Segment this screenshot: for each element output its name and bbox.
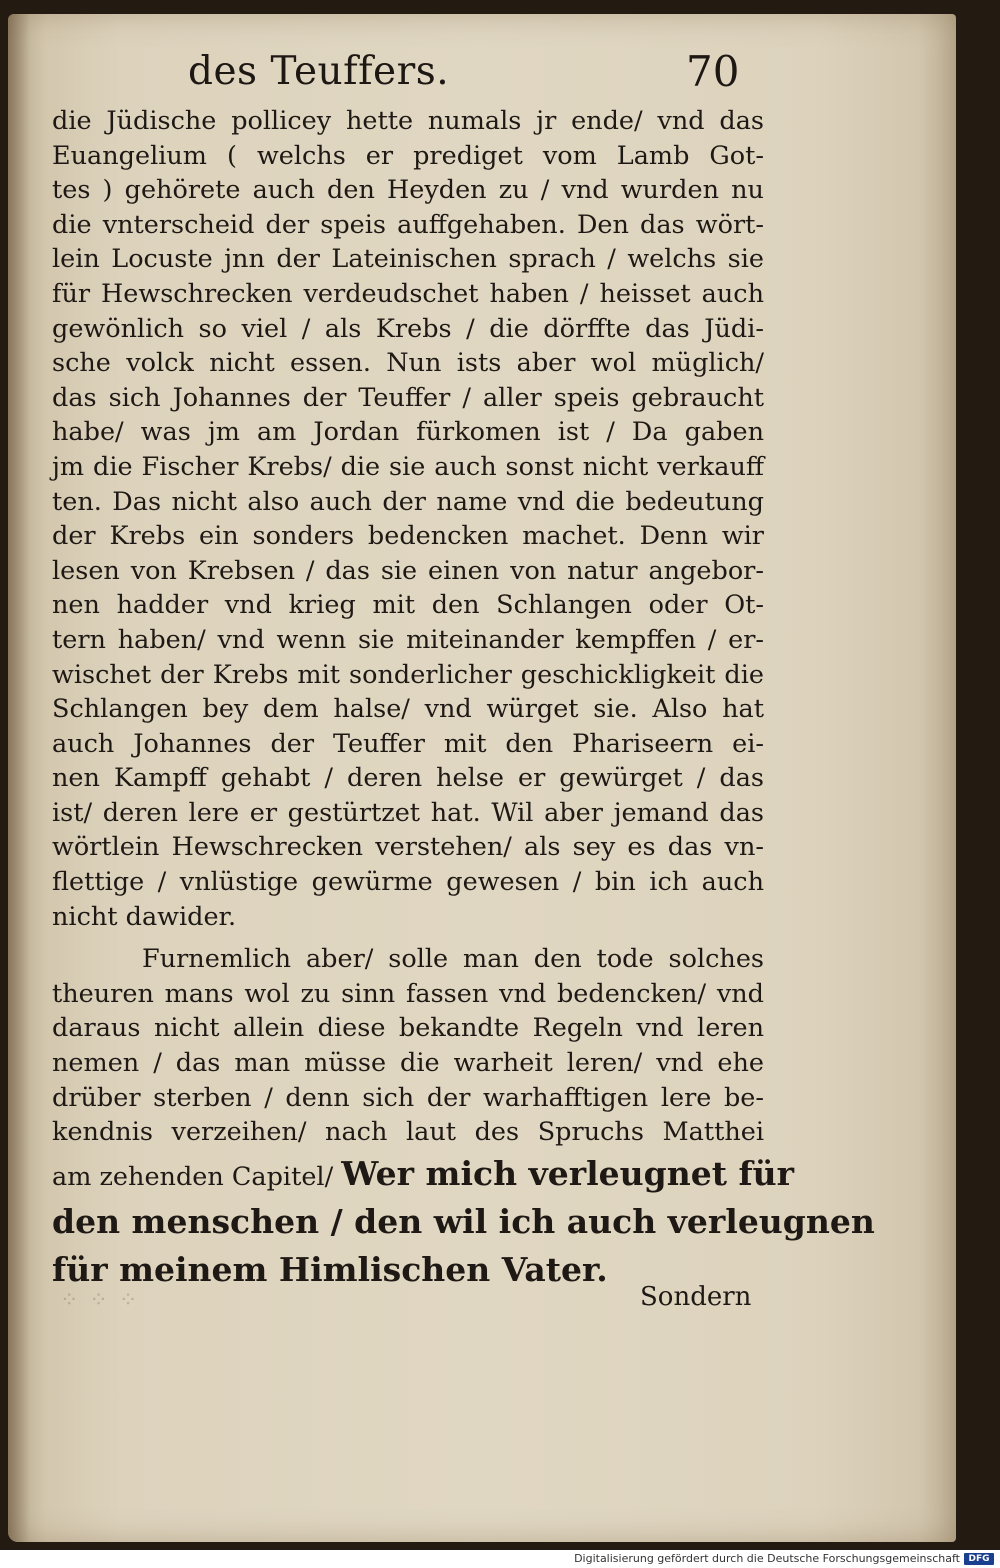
text-line: wörtlein Hewschrecken verstehen/ als sey es das vn- [52, 832, 764, 863]
catchword: Sondern [640, 1282, 752, 1312]
text-line: Euangelium ( welchs er prediget vom Lamb Got- [52, 140, 764, 171]
small-text: am zehenden Capitel/ [52, 1161, 334, 1192]
mixed-size-line [52, 1150, 795, 1198]
paragraph-first-line: Furnemlich aber/ solle man den tode solches [142, 944, 764, 975]
running-head: des Teuffers. [188, 49, 450, 94]
text-line: Schlangen bey dem halse/ vnd würget sie. Also hat [52, 694, 764, 725]
text-line: jm die Fischer Krebs/ die sie auch sonst nicht verkauff [52, 451, 764, 482]
text-line: der Krebs ein sonders bedencken machet. Denn wir [52, 521, 764, 552]
scripture-quote-line: den menschen / den wil ich auch verleugnen [52, 1201, 875, 1241]
text-line: ist/ deren lere er gestürtzet hat. Wil aber jemand das [52, 797, 764, 828]
page-number: 70 [686, 47, 740, 96]
text-line: lesen von Krebsen / das sie einen von natur angebor- [52, 555, 764, 586]
text-line: die Jüdische pollicey hette numals jr ende/ vnd das [52, 106, 764, 136]
text-line: das sich Johannes der Teuffer / aller speis gebraucht [52, 382, 764, 413]
text-line: für Hewschrecken verdeudschet haben / heisset auch [52, 278, 764, 309]
text-line: auch Johannes der Teuffer mit den Phariseern ei- [52, 728, 764, 759]
paragraph-gap [52, 934, 764, 942]
text-line: ten. Das nicht also auch der name vnd die bedeutung [52, 486, 764, 517]
text-line: kendnis verzeihen/ nach laut des Spruchs Matthei [52, 1117, 764, 1148]
scripture-quote-start: Wer mich verleugnet für [341, 1153, 795, 1193]
funding-credit: Digitalisierung gefördert durch die Deutsche Forschungsgemeinschaft [574, 1552, 960, 1565]
faint-library-stamp: ⁘ ⁘ ⁘ [60, 1288, 140, 1313]
text-line: die vnterscheid der speis auffgehaben. Den das wört- [52, 209, 764, 240]
text-line: wischet der Krebs mit sonderlicher geschickligkeit die [52, 659, 764, 690]
text-line: habe/ was jm am Jordan fürkomen ist / Da gaben [52, 417, 764, 448]
text-line: sche volck nicht essen. Nun ists aber wol müglich/ [52, 348, 764, 379]
text-line: nen Kampff gehabt / deren helse er gewürget / das [52, 763, 764, 794]
text-line: drüber sterben / denn sich der warhafftigen lere be- [52, 1082, 764, 1113]
text-line: theuren mans wol zu sinn fassen vnd bedencken/ vnd [52, 978, 764, 1009]
text-line: flettige / vnlüstige gewürme gewesen / bin ich auch [52, 867, 764, 898]
dfg-logo: DFG [964, 1553, 994, 1565]
text-line: daraus nicht allein diese bekandte Regeln vnd leren [52, 1013, 764, 1044]
text-line: nicht dawider. [52, 901, 237, 932]
text-line: tern haben/ vnd wenn sie miteinander kempffen / er- [52, 624, 764, 655]
text-line: nemen / das man müsse die warheit leren/ vnd ehe [52, 1048, 764, 1079]
main-text-block [52, 104, 875, 1294]
text-line: lein Locuste jnn der Lateinischen sprach / welchs sie [52, 244, 764, 275]
scripture-quote-line: für meinem Himlischen Vater. [52, 1249, 608, 1289]
text-line: tes ) gehörete auch den Heyden zu / vnd wurden nu [52, 175, 764, 206]
text-line: nen hadder vnd krieg mit den Schlangen oder Ot- [52, 590, 764, 621]
text-line: gewönlich so viel / als Krebs / die dörffte das Jüdi- [52, 313, 764, 344]
